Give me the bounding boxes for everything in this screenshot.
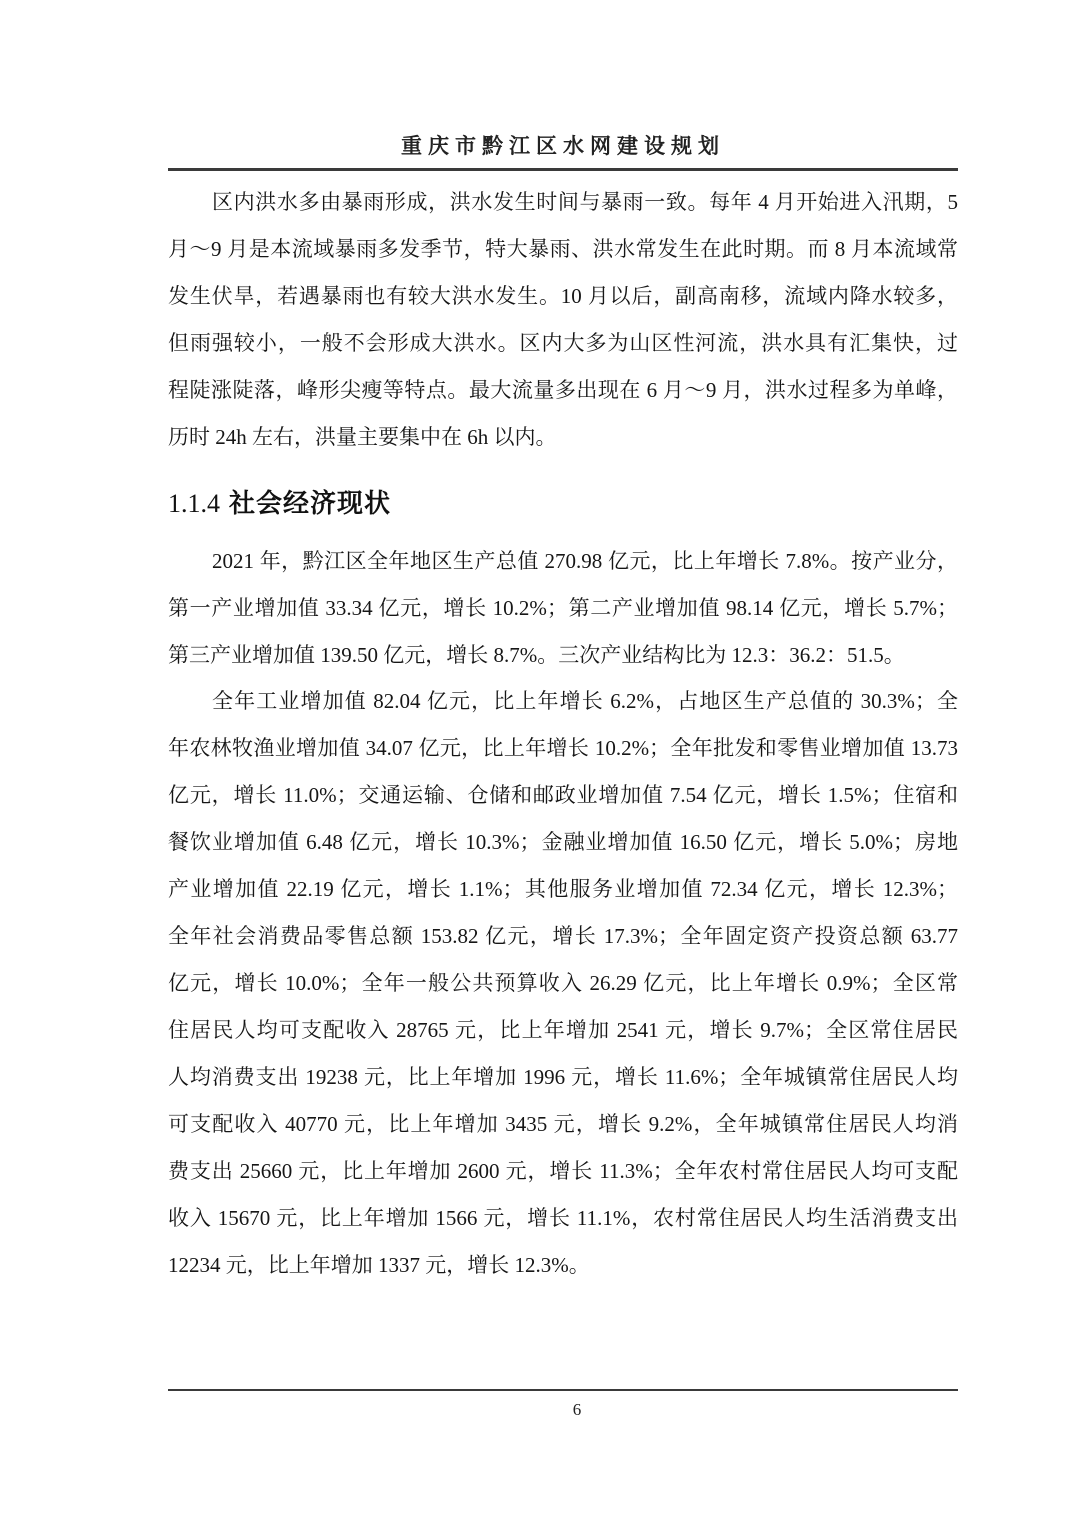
paragraph-line: 全年工业增加值 82.04 亿元，比上年增长 6.2%，占地区生产总值的 30.3%；全 <box>212 689 958 713</box>
paragraph-flood-description <box>168 179 958 461</box>
paragraph-line: 收入 15670 元，比上年增加 1566 元，增长 11.1%，农村常住居民人均生活消费支出 <box>168 1206 958 1230</box>
paragraph-line: 人均消费支出 19238 元，比上年增加 1996 元，增长 11.6%；全年城镇常住居民人均 <box>168 1065 958 1089</box>
paragraph-line: 区内洪水多由暴雨形成，洪水发生时间与暴雨一致。每年 4 月开始进入汛期，5 <box>212 190 958 214</box>
page-number: 6 <box>572 1400 582 1419</box>
section-heading-1-1-4 <box>168 483 958 524</box>
paragraph-line: 全年社会消费品零售总额 153.82 亿元，增长 17.3%；全年固定资产投资总额 63.77 <box>168 924 958 948</box>
paragraph-line: 历时 24h 左右，洪量主要集中在 6h 以内。 <box>168 425 557 449</box>
paragraph-line: 12234 元，比上年增加 1337 元，增长 12.3%。 <box>168 1253 590 1277</box>
paragraph-line: 亿元，增长 10.0%；全年一般公共预算收入 26.29 亿元，比上年增长 0.9%；全区常 <box>168 971 958 995</box>
page-header-title: 重庆市黔江区水网建设规划 <box>401 135 725 158</box>
section-title: 社会经济现状 <box>229 488 392 518</box>
paragraph-line: 但雨强较小，一般不会形成大洪水。区内大多为山区性河流，洪水具有汇集快，过 <box>168 331 958 355</box>
section-number: 1.1.4 <box>168 489 220 518</box>
paragraph-line: 第三产业增加值 139.50 亿元，增长 8.7%。三次产业结构比为 12.3：36.2：51.5。 <box>168 643 905 667</box>
paragraph-line: 月～9 月是本流域暴雨多发季节，特大暴雨、洪水常发生在此时期。而 8 月本流域常 <box>168 237 958 261</box>
paragraph-line: 发生伏旱，若遇暴雨也有较大洪水发生。10 月以后，副高南移，流域内降水较多， <box>168 284 958 308</box>
paragraph-line: 年农林牧渔业增加值 34.07 亿元，比上年增长 10.2%；全年批发和零售业增加值 13.73 <box>168 736 958 760</box>
footer-rule <box>168 1389 958 1391</box>
paragraph-line: 第一产业增加值 33.34 亿元，增长 10.2%；第二产业增加值 98.14 亿元，增长 5.7%； <box>168 596 958 620</box>
paragraph-line: 程陡涨陡落，峰形尖瘦等特点。最大流量多出现在 6 月～9 月，洪水过程多为单峰， <box>168 378 958 402</box>
paragraph-line: 亿元，增长 11.0%；交通运输、仓储和邮政业增加值 7.54 亿元，增长 1.5%；住宿和 <box>168 783 958 807</box>
paragraph-line: 住居民人均可支配收入 28765 元，比上年增加 2541 元，增长 9.7%；全区常住居民 <box>168 1018 958 1042</box>
paragraph-economic-statistics <box>168 678 958 1289</box>
paragraph-line: 可支配收入 40770 元，比上年增加 3435 元，增长 9.2%，全年城镇常住居民人均消 <box>168 1112 958 1136</box>
paragraph-line: 费支出 25660 元，比上年增加 2600 元，增长 11.3%；全年农村常住居民人均可支配 <box>168 1159 958 1183</box>
paragraph-line: 餐饮业增加值 6.48 亿元，增长 10.3%；金融业增加值 16.50 亿元，增长 5.0%；房地 <box>168 830 958 854</box>
header-rule <box>168 168 958 171</box>
paragraph-line: 产业增加值 22.19 亿元，增长 1.1%；其他服务业增加值 72.34 亿元，增长 12.3%； <box>168 877 958 901</box>
paragraph-gdp-overview <box>168 538 958 679</box>
paragraph-line: 2021 年，黔江区全年地区生产总值 270.98 亿元，比上年增长 7.8%。按产业分， <box>212 549 958 573</box>
